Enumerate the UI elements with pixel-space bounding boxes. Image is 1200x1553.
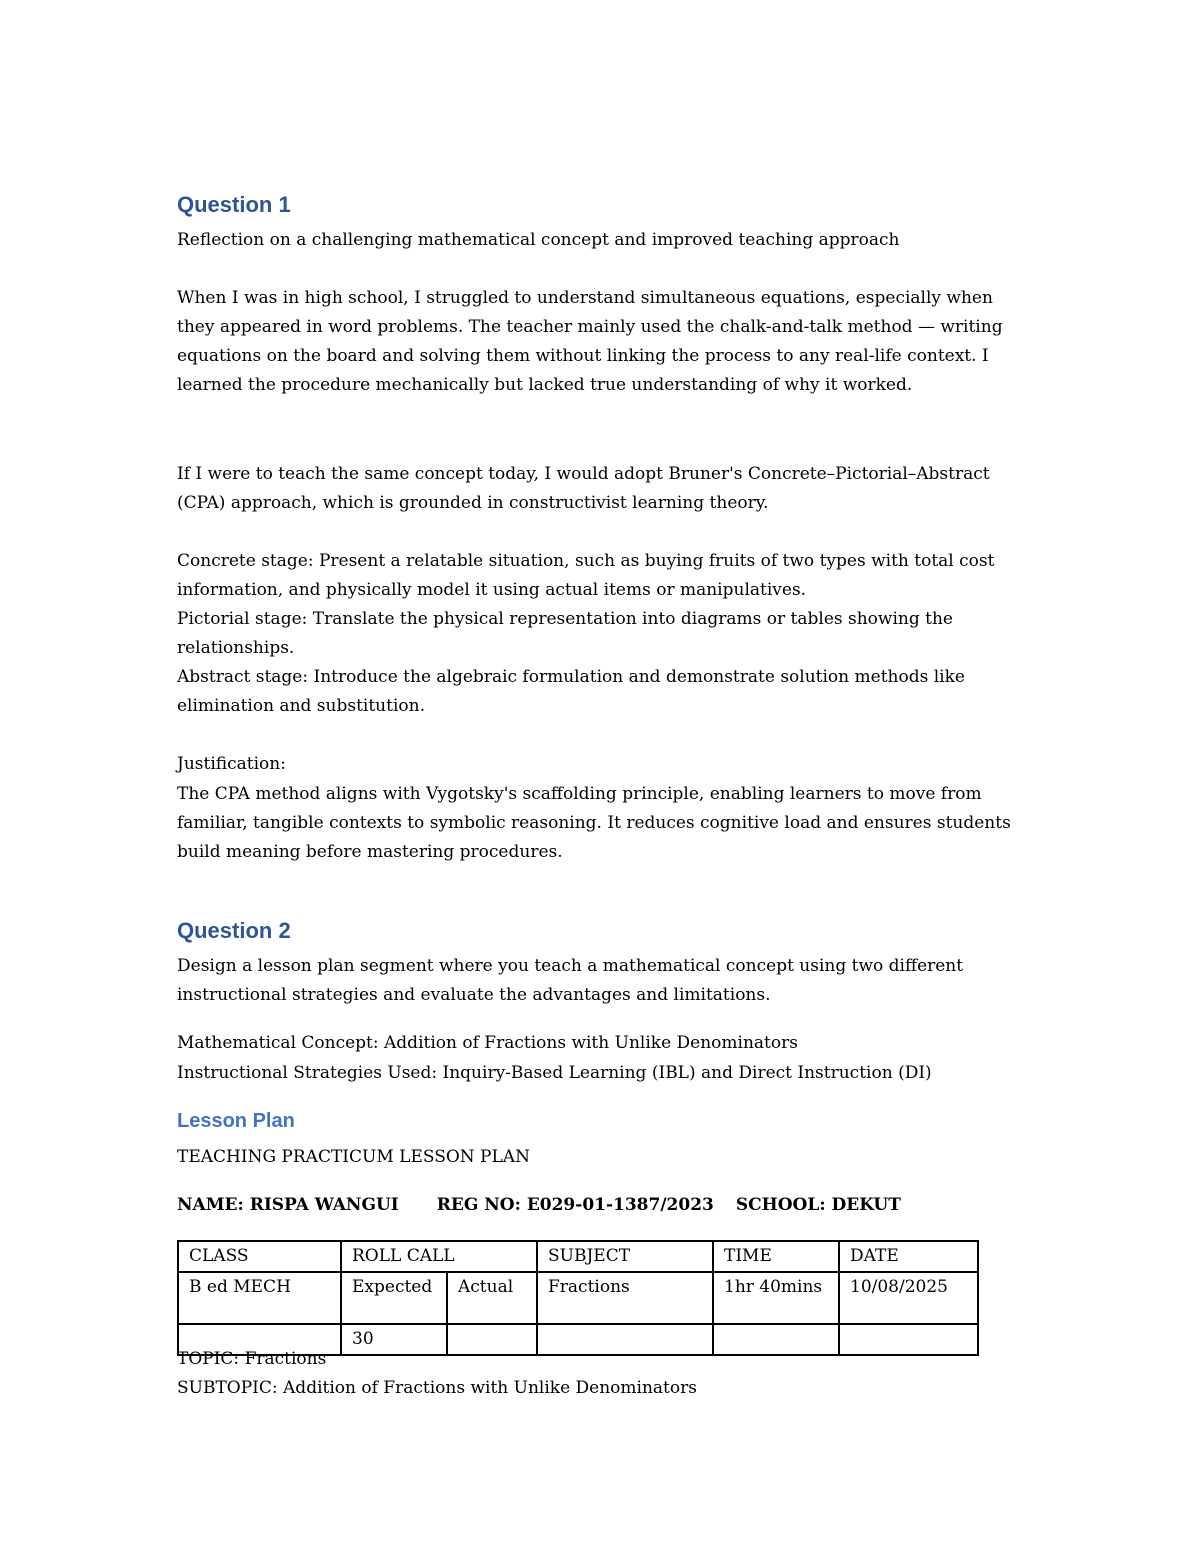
abstract-stage-text: Abstract stage: Introduce the algebraic formulation and demonstrate solution methods like elimination and substitution. (177, 667, 965, 716)
header-subject: SUBJECT (537, 1241, 713, 1272)
header-roll-call: ROLL CALL (341, 1241, 537, 1272)
cell-date: 10/08/2025 (839, 1272, 978, 1324)
question-1-paragraph-1: When I was in high school, I struggled to understand simultaneous equations, especially when they appeared in word problems. The teacher mainly used the chalk-and-talk method — writing equations on the board and solving them without linking the process to any real-life context. I learned the procedure mechanically but lacked true understanding of why it worked. (177, 288, 1003, 395)
table-header-row (178, 1241, 978, 1272)
concrete-stage-text: Concrete stage: Present a relatable situation, such as buying fruits of two types with total cost information, and physically model it using actual items or manipulatives. (177, 551, 995, 600)
school-name: SCHOOL: DEKUT (735, 1195, 901, 1215)
lesson-plan-heading: Lesson Plan (177, 1110, 295, 1132)
cell-expected: Expected (341, 1272, 447, 1324)
justification-text: The CPA method aligns with Vygotsky's scaffolding principle, enabling learners to move from familiar, tangible contexts to symbolic reasoning. It reduces cognitive load and ensures students build meaning before mastering procedures. (177, 784, 1011, 862)
student-info-line (177, 1191, 1027, 1220)
registration-number: REG NO: E029-01-1387/2023 (436, 1195, 714, 1215)
justification-label: Justification: (177, 754, 286, 774)
question-1-subtitle: Reflection on a challenging mathematical concept and improved teaching approach (177, 230, 900, 250)
pictorial-stage-text: Pictorial stage: Translate the physical representation into diagrams or tables showing the relationships. (177, 609, 953, 658)
cell-time: 1hr 40mins (713, 1272, 839, 1324)
topic-line: TOPIC: Fractions (177, 1349, 327, 1369)
lesson-plan-title: TEACHING PRACTICUM LESSON PLAN (177, 1147, 530, 1167)
header-time: TIME (713, 1241, 839, 1272)
cell-actual: Actual (447, 1272, 537, 1324)
instructional-strategies: Instructional Strategies Used: Inquiry-Based Learning (IBL) and Direct Instruction (DI) (177, 1063, 932, 1083)
question-2-heading: Question 2 (177, 918, 291, 943)
question-1-heading: Question 1 (177, 192, 291, 217)
cell-class: B ed MECH (178, 1272, 341, 1324)
header-class: CLASS (178, 1241, 341, 1272)
subtopic-line: SUBTOPIC: Addition of Fractions with Unlike Denominators (177, 1378, 697, 1398)
cell-expected: 30 (341, 1324, 447, 1355)
question-2-prompt: Design a lesson plan segment where you teach a mathematical concept using two different instructional strategies and evaluate the advantages and limitations. (177, 956, 964, 1005)
cell-subject: Fractions (537, 1272, 713, 1324)
table-row (178, 1272, 978, 1324)
header-date: DATE (839, 1241, 978, 1272)
lesson-info-table (177, 1240, 979, 1356)
mathematical-concept: Mathematical Concept: Addition of Fractions with Unlike Denominators (177, 1033, 798, 1053)
student-name: NAME: RISPA WANGUI (177, 1195, 399, 1215)
question-1-paragraph-2: If I were to teach the same concept today, I would adopt Bruner's Concrete–Pictorial–Abstract (CPA) approach, which is grounded in constructivist learning theory. (177, 464, 990, 513)
